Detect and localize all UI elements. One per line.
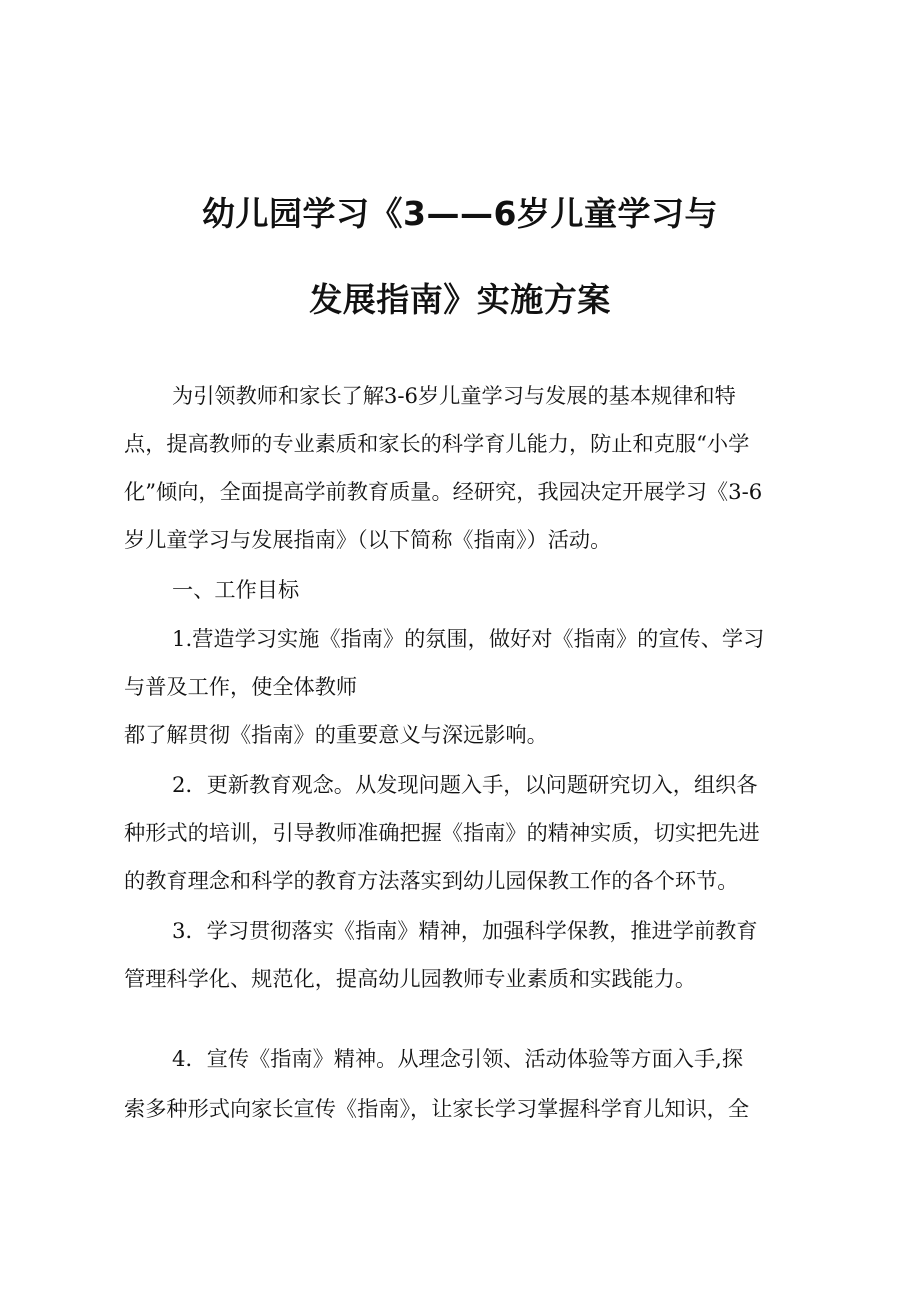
- goal-2-line-1: 2．更新教育观念。从发现问题入手，以问题研究切入，组织各: [172, 772, 758, 797]
- intro-line-1: 为引领教师和家长了解3-6岁儿童学习与发展的基本规律和特: [172, 383, 736, 408]
- goal-2-line-2: 种形式的培训，引导教师准确把握《指南》的精神实质，切实把先进: [124, 820, 760, 845]
- goal-4-line-2: 索多种形式向家长宣传《指南》，让家长学习掌握科学育儿知识，全: [124, 1096, 750, 1121]
- intro-line-2: 点，提高教师的专业素质和家长的科学育儿能力，防止和克服“小学: [124, 431, 750, 456]
- intro-line-3: 化”倾向，全面提高学前教育质量。经研究，我园决定开展学习《3-6: [124, 479, 763, 504]
- goal-3-line-2: 管理科学化、规范化，提高幼儿园教师专业素质和实践能力。: [124, 966, 697, 991]
- goal-4-line-1: 4．宣传《指南》精神。从理念引领、活动体验等方面入手,探: [172, 1046, 744, 1071]
- document-title-line-1: 幼儿园学习《3——6岁儿童学习与: [202, 194, 718, 233]
- goal-1-line-1: 1.营造学习实施《指南》的氛围，做好对《指南》的宣传、学习: [172, 626, 765, 651]
- section-heading-goals: 一、工作目标: [172, 577, 300, 602]
- document-title-line-2: 发展指南》实施方案: [309, 280, 611, 319]
- intro-line-4: 岁儿童学习与发展指南》（以下简称《指南》）活动。: [124, 527, 612, 552]
- goal-1-line-3: 都了解贯彻《指南》的重要意义与深远影响。: [124, 722, 548, 747]
- goal-1-line-2: 与普及工作，使全体教师: [124, 674, 358, 699]
- goal-2-line-3: 的教育理念和科学的教育方法落实到幼儿园保教工作的各个环节。: [124, 868, 739, 893]
- goal-3-line-1: 3．学习贯彻落实《指南》精神，加强科学保教，推进学前教育: [172, 918, 758, 943]
